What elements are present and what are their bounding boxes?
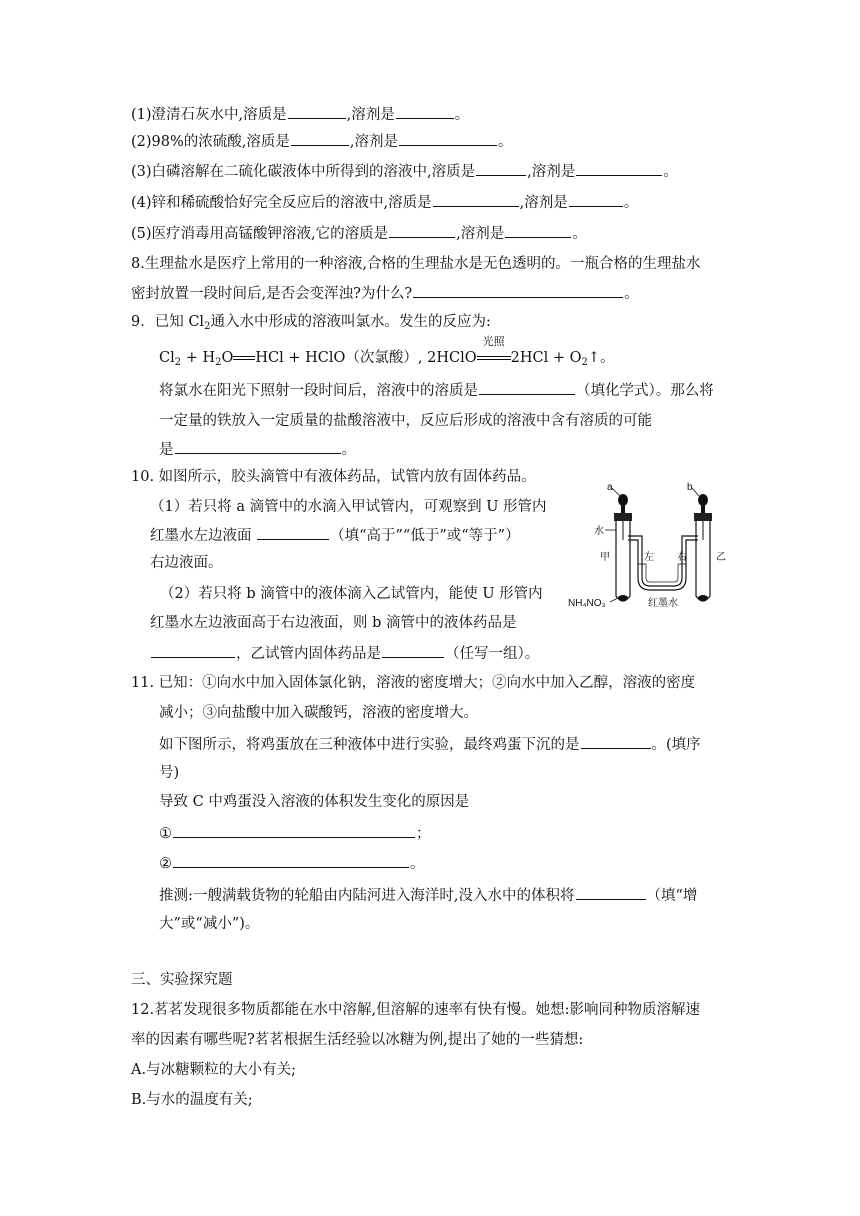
blank[interactable] bbox=[479, 380, 575, 395]
q10-line-6: 红墨水左边液面高于右边液面，则 b 滴管中的液体药品是 bbox=[150, 615, 517, 631]
q11-text: 如下图所示，将鸡蛋放在三种液体中进行实验，最终鸡蛋下沉的是 bbox=[159, 737, 580, 753]
q10-text: （填“高于”“低于”或“等于”） bbox=[330, 528, 520, 544]
q11-line-5: 导致 C 中鸡蛋没入溶液的体积发生变化的原因是 bbox=[159, 794, 470, 810]
q8-line-2-end: 。 bbox=[624, 286, 639, 302]
q7-item-1-text-c: 。 bbox=[454, 107, 470, 123]
q9-line-3 bbox=[159, 380, 714, 401]
blank[interactable] bbox=[433, 192, 519, 207]
q10-line-3 bbox=[150, 525, 520, 546]
q7-item-2-text-a: (2)98%的浓硫酸,溶质是 bbox=[131, 134, 290, 150]
subscript: 2 bbox=[204, 321, 211, 332]
eq-text: Cl bbox=[159, 350, 175, 366]
blank[interactable] bbox=[476, 161, 526, 176]
eq-text: + H bbox=[181, 350, 216, 366]
subscript: 2 bbox=[215, 357, 222, 368]
q12-line-1: 12.茗茗发现很多物质都能在水中溶解,但溶解的速率有快有慢。她想:影响同种物质溶解速 bbox=[131, 1002, 701, 1018]
q7-item-3-text-c: 。 bbox=[663, 164, 678, 180]
q10-text: 红墨水左边液面 bbox=[150, 528, 257, 544]
q7-item-3-text-a: (3)白磷溶解在二硫化碳液体中所得到的溶液中,溶质是 bbox=[131, 164, 476, 180]
q11-text: 推测:一艘满载货物的轮船由内陆河进入海洋时,没入水中的体积将 bbox=[159, 888, 575, 904]
blank[interactable] bbox=[576, 885, 646, 900]
subscript: 2 bbox=[581, 357, 588, 368]
figure-label-a: a bbox=[607, 482, 613, 493]
q11-line-2: 减小；③向盐酸中加入碳酸钙，溶液的密度增大。 bbox=[159, 705, 478, 721]
q10-text: ，乙试管内固体药品是 bbox=[236, 646, 381, 662]
blank[interactable] bbox=[569, 192, 623, 207]
q7-item-3 bbox=[131, 161, 678, 182]
solid-in-tube-jia bbox=[618, 595, 628, 601]
q11-line-4: 号) bbox=[159, 765, 180, 781]
q10-line-2: （1）若只将 a 滴管中的水滴入甲试管内，可观察到 U 形管内 bbox=[150, 499, 547, 515]
q11-text: ； bbox=[416, 826, 431, 842]
q7-item-5-text-a: (5)医疗消毒用高锰酸钾溶液,它的溶质是 bbox=[131, 226, 389, 242]
q7-item-1-text-b: ,溶剂是 bbox=[346, 107, 395, 123]
blank[interactable] bbox=[151, 643, 235, 658]
q8-line-1: 8.生理盐水是医疗上常用的一种溶液,合格的生理盐水是无色透明的。一瓶合格的生理盐水 bbox=[131, 256, 701, 272]
q7-item-5-text-c: 。 bbox=[572, 226, 587, 242]
section-title: 三、实验探究题 bbox=[131, 972, 233, 988]
q9-text: 通入水中形成的溶液叫氯水。发生的反应为: bbox=[210, 314, 491, 330]
blank[interactable] bbox=[173, 823, 415, 838]
figure-label-red-ink: 红墨水 bbox=[648, 598, 678, 609]
blank[interactable] bbox=[291, 131, 349, 146]
q9-text: 将氯水在阳光下照射一段时间后，溶液中的溶质是 bbox=[159, 383, 478, 399]
q7-item-4-text-a: (4)锌和稀硫酸恰好完全反应后的溶液中,溶质是 bbox=[131, 195, 432, 211]
q11-line-8 bbox=[159, 885, 697, 906]
q9-text: 9．已知 Cl bbox=[131, 314, 205, 330]
q7-item-3-text-b: ,溶剂是 bbox=[527, 164, 576, 180]
q10-line-7 bbox=[150, 643, 539, 664]
figure-label-nh4no3: NH₄NO₃ bbox=[568, 598, 606, 609]
blank[interactable] bbox=[175, 439, 341, 454]
blank[interactable] bbox=[576, 161, 662, 176]
q7-item-4-text-c: 。 bbox=[623, 195, 639, 211]
q11-line-9: 大”或“减小”)。 bbox=[159, 916, 260, 932]
blank[interactable] bbox=[399, 131, 497, 146]
q11-text: ① bbox=[159, 826, 172, 842]
q11-text: （填“增 bbox=[646, 888, 698, 904]
eq-text: HCl + HClO（次氯酸）, 2HClO bbox=[255, 350, 477, 366]
figure-label-left: 左 bbox=[644, 552, 654, 563]
q8-line-2 bbox=[131, 283, 639, 304]
figure-label-jia: 甲 bbox=[600, 552, 610, 563]
blank[interactable] bbox=[396, 104, 454, 119]
q7-item-1-text-a: (1)澄清石灰水中,溶质是 bbox=[131, 107, 287, 123]
q11-line-3 bbox=[159, 734, 701, 755]
q12-option-b: B.与水的温度有关; bbox=[131, 1092, 253, 1108]
red-ink bbox=[646, 564, 678, 582]
figure-label-yi: 乙 bbox=[716, 552, 726, 563]
q10-line-1: 10. 如图所示，胶头滴管中有液体药品，试管内放有固体药品。 bbox=[131, 469, 536, 485]
blank[interactable] bbox=[581, 734, 651, 749]
q9-line-1 bbox=[131, 312, 491, 337]
eq-text: ↑。 bbox=[587, 350, 615, 366]
subscript: 2 bbox=[174, 357, 182, 368]
q7-item-2 bbox=[131, 131, 513, 152]
q9-line-5 bbox=[159, 439, 356, 460]
reaction-condition bbox=[477, 335, 511, 368]
q9-text: （填化学式）。那么将 bbox=[576, 383, 714, 399]
blank[interactable] bbox=[505, 223, 571, 238]
q11-text: ② bbox=[159, 856, 172, 872]
blank[interactable] bbox=[382, 643, 444, 658]
q10-line-4: 右边液面。 bbox=[150, 555, 223, 571]
q11-line-7 bbox=[159, 853, 425, 874]
figure-label-b: b bbox=[687, 482, 693, 493]
q9-text: 。 bbox=[341, 442, 356, 458]
blank[interactable] bbox=[413, 283, 623, 298]
q12-option-a: A.与冰糖颗粒的大小有关; bbox=[131, 1062, 296, 1078]
solid-in-tube-yi bbox=[698, 595, 708, 601]
q7-item-1 bbox=[131, 104, 469, 125]
eq-text: O bbox=[221, 350, 234, 366]
q10-line-5: （2）若只将 b 滴管中的液体滴入乙试管内，能使 U 形管内 bbox=[160, 586, 543, 602]
figure-label-water: 水 bbox=[594, 526, 604, 537]
leader-line bbox=[610, 598, 618, 602]
q9-equation bbox=[159, 335, 615, 373]
q11-text: 。 bbox=[410, 856, 425, 872]
q11-text: 。(填序 bbox=[651, 737, 701, 753]
q7-item-4-text-b: ,溶剂是 bbox=[519, 195, 568, 211]
eq-text: 2HCl + O bbox=[510, 350, 582, 366]
equals-sign bbox=[477, 356, 511, 360]
q7-item-2-text-b: ,溶剂是 bbox=[349, 134, 398, 150]
leader-line bbox=[692, 488, 699, 496]
q9-line-4: 一定量的铁放入一定质量的盐酸溶液中，反应后形成的溶液中含有溶质的可能 bbox=[159, 413, 652, 429]
blank[interactable] bbox=[389, 223, 455, 238]
q10-text: （任写一组）。 bbox=[445, 646, 540, 662]
q8-line-2-text: 密封放置一段时间后,是否会变浑浊?为什么? bbox=[131, 286, 413, 302]
leader-line bbox=[612, 488, 620, 496]
q12-line-2: 率的因素有哪些呢?茗茗根据生活经验以冰糖为例,提出了她的一些猜想: bbox=[131, 1032, 584, 1048]
q7-item-5 bbox=[131, 223, 587, 244]
dropper-a-icon bbox=[614, 494, 632, 540]
q11-line-6 bbox=[159, 823, 431, 844]
q7-item-4 bbox=[131, 192, 638, 213]
q11-line-1: 11. 已知：①向水中加入固体氯化钠，溶液的密度增大；②向水中加入乙醇，溶液的密度 bbox=[131, 675, 696, 691]
equals-sign bbox=[233, 356, 255, 360]
blank[interactable] bbox=[173, 853, 409, 868]
blank[interactable] bbox=[288, 104, 346, 119]
q7-item-2-text-c: 。 bbox=[498, 134, 513, 150]
condition-label: 光照 bbox=[482, 335, 505, 348]
blank[interactable] bbox=[257, 525, 329, 540]
q9-text: 是 bbox=[159, 442, 174, 458]
q7-item-5-text-b: ,溶剂是 bbox=[456, 226, 505, 242]
apparatus-figure bbox=[560, 478, 732, 618]
figure-label-right: 右 bbox=[677, 552, 687, 563]
dropper-b-icon bbox=[694, 494, 712, 540]
